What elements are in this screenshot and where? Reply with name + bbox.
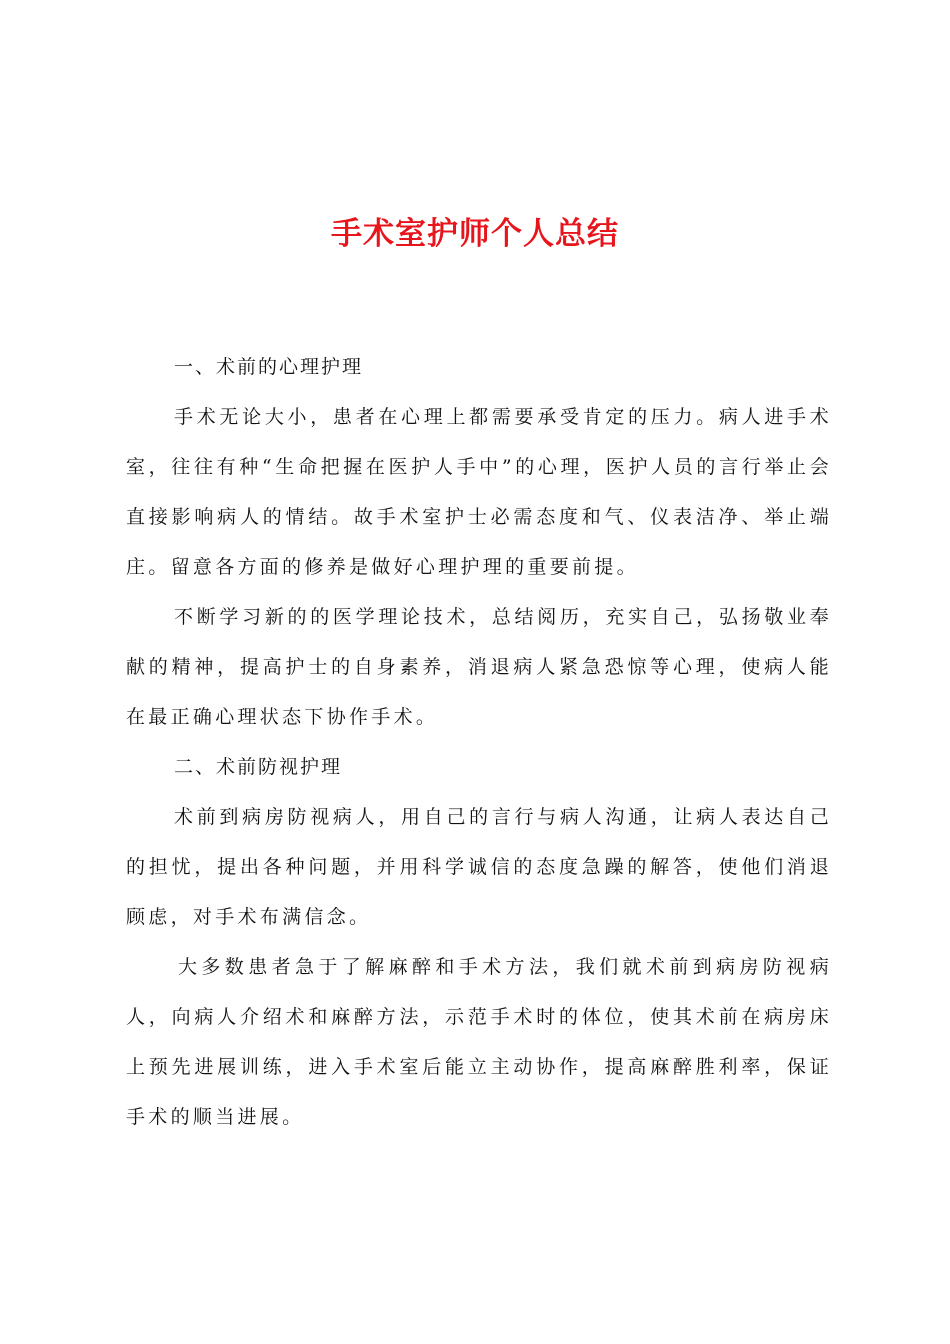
section-heading-2: 二、术前防视护理 [174, 756, 343, 778]
document-body [126, 342, 832, 1142]
paragraph: 手术无论大小，患者在心理上都需要承受肯定的压力。病人进手术室，往往有种“生命把握在医护人手中”的心理，医护人员的言行举止会直接影响病人的情结。故手术室护士必需态度和气、仪表洁净、举止端庄。留意各方面的修养是做好心理护理的重要前提。 [126, 406, 832, 578]
section-heading-1: 一、术前的心理护理 [174, 356, 364, 378]
paragraph: 术前到病房防视病人，用自己的言行与病人沟通，让病人表达自己的担忧，提出各种问题，并用科学诚信的态度急躁的解答，使他们消退顾虑，对手术布满信念。 [126, 806, 832, 928]
paragraph: 不断学习新的的医学理论技术，总结阅历，充实自己，弘扬敬业奉献的精神，提高护士的自身素养，消退病人紧急恐惊等心理，使病人能在最正确心理状态下协作手术。 [126, 606, 832, 728]
paragraph: 大多数患者急于了解麻醉和手术方法，我们就术前到病房防视病人，向病人介绍术和麻醉方法，示范手术时的体位，使其术前在病房床上预先进展训练，进入手术室后能立主动协作，提高麻醉胜利率，保证手术的顺当进展。 [126, 956, 832, 1128]
document-title: 手术室护师个人总结 [331, 216, 619, 252]
